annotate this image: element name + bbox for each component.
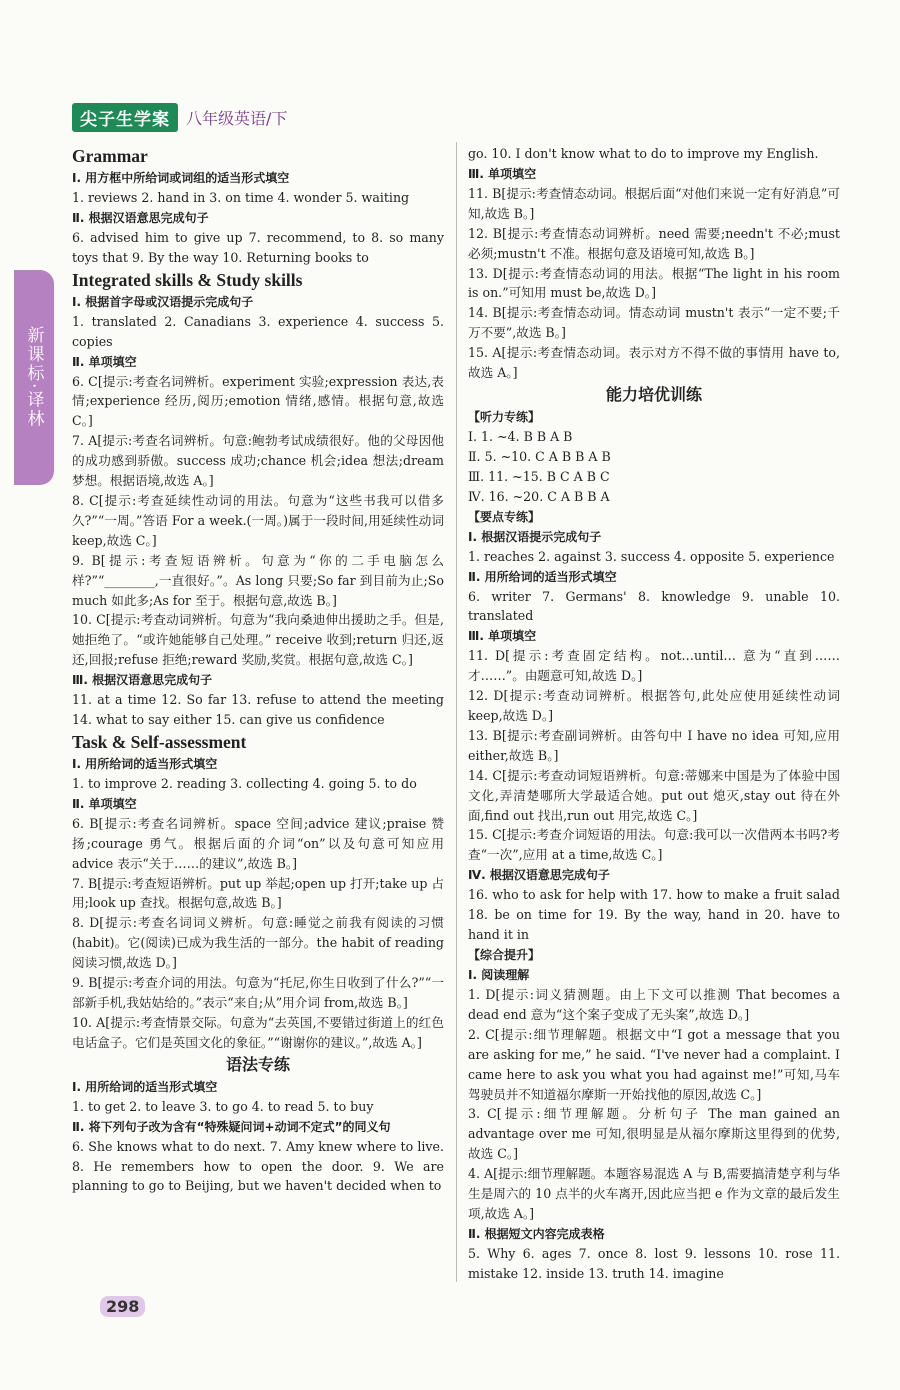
section-heading: Ⅲ. 单项填空 xyxy=(468,629,537,644)
answer-text: 12. B[提示:考查情态动词辨析。need 需要;needn't 不必;must 必须;mustn't 不准。根据句意及语境可知,故选 B。] xyxy=(468,225,840,261)
answer-text: Ⅳ. 16. ~20. C A B B A xyxy=(468,488,610,504)
answer-text: 4. A[提示:细节理解题。本题容易混选 A 与 B,需要搞清楚亨利与华生是周六的 10 点半的火车离开,因此应当把 e 作为文章的最后发生项,故选 A。] xyxy=(468,1166,840,1221)
section-heading: Ⅲ. 根据汉语意思完成句子 xyxy=(72,673,213,688)
answer-text: 11. D[提示:考查固定结构。not…until… 意为“直到……才……”。由题意可知,故选 D。] xyxy=(468,648,840,684)
answer-text: 14. B[提示:考查情态动词。情态动词 mustn't 表示“一定不要;千万不要”,故选 B。] xyxy=(468,305,840,341)
answer-text: 13. D[提示:考查情态动词的用法。根据“The light in his room is on.”可知用 must be,故选 D。] xyxy=(468,265,840,301)
answer-text: 11. B[提示:考查情态动词。根据后面“对他们来说一定有好消息”可知,故选 B。] xyxy=(468,185,840,221)
section-heading: Ⅳ. 根据汉语意思完成句子 xyxy=(468,868,610,883)
section-title: Task & Self-assessment xyxy=(72,731,247,752)
section-title: 能力培优训练 xyxy=(605,384,702,404)
answer-text: 3. C[提示:细节理解题。分析句子 The man gained an advantage over me 可知,很明显是从福尔摩斯这里得到的优势,故选 C。] xyxy=(468,1106,840,1162)
section-heading: Ⅲ. 单项填空 xyxy=(468,166,537,181)
section-title: Grammar xyxy=(72,146,148,166)
section-heading: Ⅰ. 根据汉语提示完成句子 xyxy=(468,529,602,544)
answer-text: 8. C[提示:考查延续性动词的用法。句意为“这些书我可以借多久?”“一周。”答语 For a week.(一周。)属于一段时间,用延续性动词 keep,故选 C。] xyxy=(72,492,444,548)
section-heading: Ⅱ. 将下列句子改为含有“特殊疑问词+动词不定式”的同义句 xyxy=(72,1119,391,1134)
side-tab: 新课标·译林 xyxy=(14,270,54,485)
answer-text: Ⅰ. 1. ~4. B B A B xyxy=(468,428,573,444)
answer-text: 13. B[提示:考查副词辨析。由答句中 I have no idea 可知,应用 either,故选 B。] xyxy=(468,727,840,763)
answer-text: 9. B[提示:考查介词的用法。句意为“托尼,你生日收到了什么?”“一部新手机,我姑姑给的。”表示“来自;从”用介词 from,故选 B。] xyxy=(72,975,444,1010)
page-number: 298 xyxy=(100,1296,145,1317)
answer-text: 6. C[提示:考查名词辨析。experiment 实验;expression 表达,表情;experience 经历,阅历;emotion 情绪,感情。根据句意,故选 C。] xyxy=(72,373,444,429)
section-heading: Ⅱ. 根据汉语意思完成句子 xyxy=(72,210,209,225)
section-title: 语法专练 xyxy=(225,1054,290,1074)
answer-text: 7. A[提示:考查名词辨析。句意:鲍勃考试成绩很好。他的父母因他的成功感到骄傲。success 成功;chance 机会;idea 想法;dream 梦想。根据语境,故选 A。] xyxy=(72,433,444,489)
page-header xyxy=(72,104,287,130)
answer-text: 12. D[提示:考查动词辨析。根据答句,此处应使用延续性动词 keep,故选 D。] xyxy=(468,688,840,724)
brand-label: 尖子生学案 xyxy=(72,103,178,132)
section-heading: Ⅱ. 用所给词的适当形式填空 xyxy=(468,569,617,584)
section-heading: 【听力专练】 xyxy=(468,409,541,424)
answer-text: 7. B[提示:考查短语辨析。put up 举起;open up 打开;take up 占用;look up 查找。根据句意,故选 B。] xyxy=(72,875,444,911)
answer-text: 15. A[提示:考查情态动词。表示对方不得不做的事情用 have to,故选 A。] xyxy=(468,345,840,381)
section-heading: 【要点专练】 xyxy=(468,509,541,524)
answer-text: 1. D[提示:词义猜测题。由上下文可以推测 That becomes a dead end 意为“这个案子变成了无头案”,故选 D。] xyxy=(468,987,840,1022)
answer-text: 16. who to ask for help with 17. how to make a fruit salad 18. be on time for 19. By the way, hand in 20. have to hand it in xyxy=(468,887,840,943)
answer-text: 6. She knows what to do next. 7. Amy knew where to live. 8. He remembers how to open the door. 9. We are planning to go to Beijing, but we haven't decided when to xyxy=(72,1138,444,1194)
answer-text: 1. to get 2. to leave 3. to go 4. to read 5. to buy xyxy=(72,1098,374,1114)
section-title: Integrated skills & Study skills xyxy=(72,269,303,290)
section-heading: Ⅰ. 用所给词的适当形式填空 xyxy=(72,1079,218,1094)
answer-text: 6. B[提示:考查名词辨析。space 空间;advice 建议;praise 赞扬;courage 勇气。根据后面的介词“on”以及句意可知应用 advice 表示“关于……的建议”,故选 B。] xyxy=(72,815,444,871)
answer-text: 6. advised him to give up 7. recommend, to 8. so many toys that 9. By the way 10. Returning books to xyxy=(72,229,444,265)
answer-text: 10. A[提示:考查情景交际。句意为“去英国,不要错过街道上的红色电话盒子。它们是英国文化的象征。”“谢谢你的建议。”,故选 A。] xyxy=(72,1014,444,1050)
answer-text: Ⅲ. 11. ~15. B C A B C xyxy=(468,468,610,484)
answer-text: 10. C[提示:考查动词辨析。句意为“我向桑迪伸出援助之手。但是,她拒绝了。“或许她能够自己处理。” receive 收到;return 归还,返还,回报;refuse 拒绝;reward 奖励,奖赏。根据句意,故选 C。] xyxy=(72,612,444,668)
right-column xyxy=(468,144,840,1284)
column-divider xyxy=(456,142,457,1282)
section-heading: Ⅰ. 用方框中所给词或词组的适当形式填空 xyxy=(72,171,290,185)
answer-text: 1. to improve 2. reading 3. collecting 4. going 5. to do xyxy=(72,775,417,791)
answer-text: 11. at a time 12. So far 13. refuse to attend the meeting 14. what to say either 15. can give us confidence xyxy=(72,692,444,728)
answer-text: 9. B[提示:考查短语辨析。句意为“你的二手电脑怎么样?”“________,一直很好。”。As long 只要;So far 到目前为止;So much 如此多;As for 至于。根据句意,故选 B。] xyxy=(72,552,444,608)
answer-text: 5. Why 6. ages 7. once 8. lost 9. lessons 10. rose 11. mistake 12. inside 13. truth 14. imagine xyxy=(468,1245,840,1281)
left-column xyxy=(72,144,444,1196)
answer-text: 6. writer 7. Germans' 8. knowledge 9. unable 10. translated xyxy=(468,588,840,624)
book-subtitle: 八年级英语/下 xyxy=(186,108,288,128)
answer-text: 2. C[提示:细节理解题。根据文中“I got a message that you are asking for me,” he said. “I've never had a complaint. I came here to ask you what you had against me!”可知,马车驾驶员并不知道福尔摩斯一开始找他的原因,故选 C。] xyxy=(468,1026,840,1102)
answer-text: 14. C[提示:考查动词短语辨析。句意:蒂娜来中国是为了体验中国文化,弄清楚哪所大学最适合她。put out 熄灭,stay out 待在外面,find out 找出,run out 用完,故选 C。] xyxy=(468,767,840,823)
section-heading: Ⅰ. 根据首字母或汉语提示完成句子 xyxy=(72,294,254,309)
answer-text: Ⅱ. 5. ~10. C A B B A B xyxy=(468,448,611,464)
answer-text: go. 10. I don't know what to do to improve my English. xyxy=(468,146,819,161)
section-heading: Ⅱ. 单项填空 xyxy=(72,796,137,811)
answer-text: 8. D[提示:考查名词词义辨析。句意:睡觉之前我有阅读的习惯(habit)。它(阅读)已成为我生活的一部分。the habit of reading 阅读习惯,故选 D。] xyxy=(72,915,444,971)
section-heading: 【综合提升】 xyxy=(468,948,541,962)
section-heading: Ⅰ. 阅读理解 xyxy=(468,968,530,982)
answer-text: 1. translated 2. Canadians 3. experience 4. success 5. copies xyxy=(72,313,444,349)
answer-text: 1. reviews 2. hand in 3. on time 4. wonder 5. waiting xyxy=(72,190,410,205)
section-heading: Ⅱ. 根据短文内容完成表格 xyxy=(468,1226,605,1241)
answer-text: 15. C[提示:考查介词短语的用法。句意:我可以一次借两本书吗?考查“一次”,应用 at a time,故选 C。] xyxy=(468,827,840,863)
section-heading: Ⅰ. 用所给词的适当形式填空 xyxy=(72,756,218,771)
section-heading: Ⅱ. 单项填空 xyxy=(72,354,137,369)
answer-text: 1. reaches 2. against 3. success 4. opposite 5. experience xyxy=(468,548,835,564)
